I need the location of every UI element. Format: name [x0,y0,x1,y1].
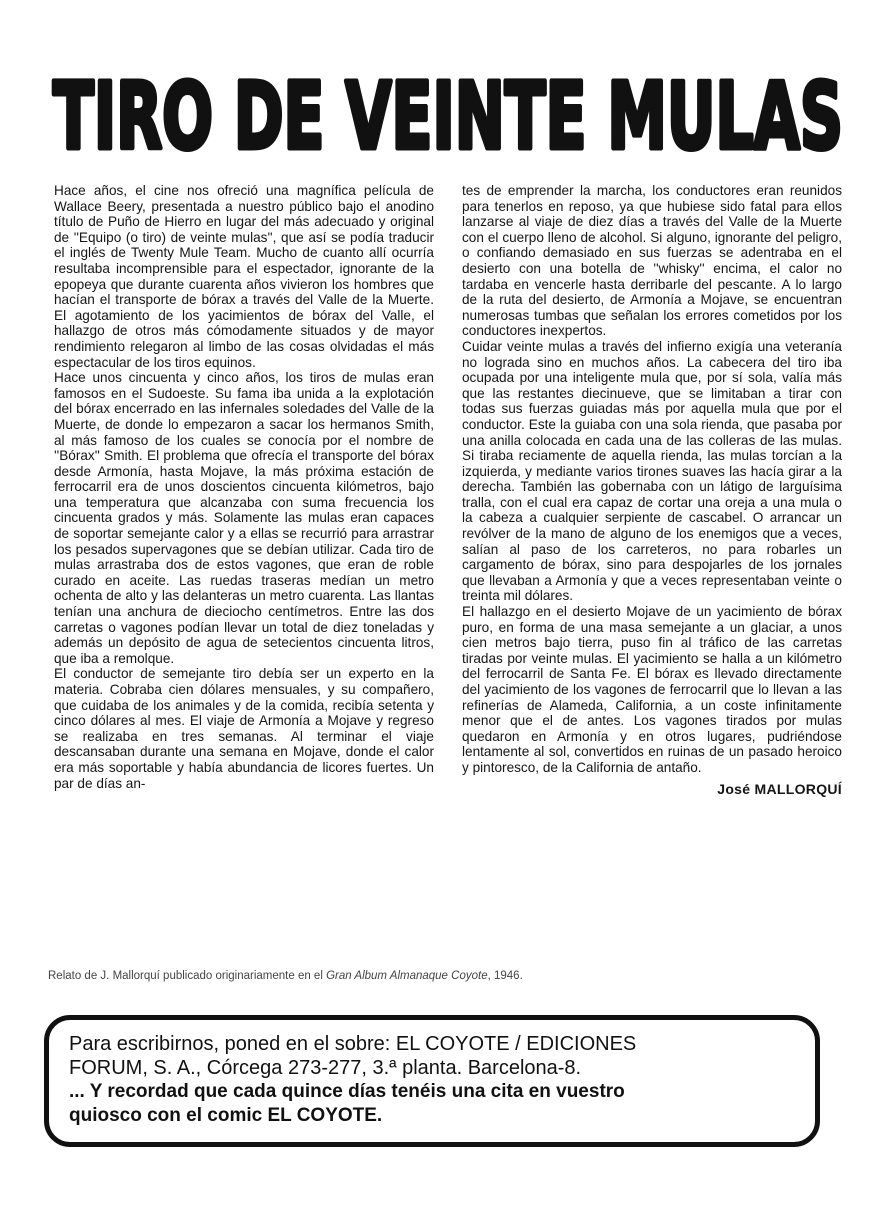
credit-work: Gran Album Almanaque Coyote [326,970,488,982]
title-lettering [48,60,848,170]
paragraph: El conductor de semejante tiro debía ser un experto en la materia. Cobraba cien dólares mensuales, y su compañero, que cuidaba de los animales y de la comida, recibía setenta y cinco dólares al mes. El viaje de Armonía a Mojave y regreso se realizaba en tres semanas. Al terminar el viaje descansaban durante una semana en Mojave, donde el calor era más soportable y había abundancia de licores fuertes. Un par de días an- [54,666,434,791]
article-title [48,60,848,170]
credit-suffix: , 1946. [487,970,523,982]
contact-line: Para escribirnos, poned en el sobre: EL COYOTE / EDICIONES [69,1033,637,1055]
column-right [462,183,842,925]
publication-credit [48,970,848,982]
reminder-line: ... Y recordad que cada quince días tenéis una cita en vuestro [69,1081,625,1102]
contact-line: FORUM, S. A., Córcega 273-277, 3.ª planta. Barcelona-8. [69,1057,582,1079]
paragraph: Hace unos cincuenta y cinco años, los tiros de mulas eran famosos en el Sudoeste. Su fama iba unida a la explotación del bórax encerrado en las infernales soledades del Valle de la Muerte, de donde lo empezaron a sacar los hermanos Smith, al más famoso de los cuales se conocía por el nombre de ''Bórax'' Smith. El problema que ofrecía el transporte del bórax desde Armonía, hasta Mojave, la más próxima estación de ferrocarril era de unos doscientos cincuenta kilómetros, bajo una temperatura que alcanzaba con suma frecuencia los cincuenta grados y más. Solamente las mulas eran capaces de soportar semejante calor y a ellas se recurrió para arrastrar los pesados supervagones que se debían utilizar. Cada tiro de mulas arrastraba dos de estos vagones, que eran de roble curado en aceite. Las ruedas traseras medían un metro ochenta de alto y las delanteras un metro cuarenta. Las llantas tenían una anchura de dieciocho centímetros. Entre las dos carretas o vagones podían llevar un total de diez toneladas y además un depósito de agua de setecientos cincuenta litros, que iba a remolque. [54,370,434,666]
author-signature: José MALLORQUÍ [717,780,842,797]
column-left [54,183,434,925]
contact-box [44,1015,820,1147]
paragraph: Hace años, el cine nos ofreció una magnífica película de Wallace Beery, presentada a nuestro público bajo el anodino título de Puño de Hierro en lugar del más adecuado y original de ''Equipo (o tiro) de veinte mulas'', que así se podía traducir el inglés de Twenty Mule Team. Mucho de cuanto allí ocurría resultaba incomprensible para el espectador, ignorante de la epopeya que durante cuarenta años vivieron los hombres que hacían el transporte de bórax a través del Valle de la Muerte. El agotamiento de los yacimientos de bórax del Valle, el hallazgo de otros más cómodamente situados y de mayor rendimiento relegaron al limbo de las cosas olvidadas el más espectacular de los tiros equinos. [54,183,434,370]
paragraph: tes de emprender la marcha, los conductores eran reunidos para tenerlos en reposo, ya que hubiese sido fatal para ellos lanzarse al viaje de diez días a través del Valle de la Muerte con el cuerpo lleno de alcohol. Si alguno, ignorante del peligro, o confiando demasiado en sus fuerzas se adentraba en el desierto con una botella de ''whisky'' encima, el calor no tardaba en vencerle hasta derribarle del pescante. A lo largo de la ruta del desierto, de Armonía a Mojave, se encuentran numerosas tumbas que señalan los errores cometidos por los conductores inexpertos. [462,183,842,339]
paragraph: El hallazgo en el desierto Mojave de un yacimiento de bórax puro, en forma de una masa semejante a un glaciar, a unos cien metros bajo tierra, puso fin al tráfico de las carretas tiradas por veinte mulas. El yacimiento se halla a un kilómetro del ferrocarril de Santa Fe. El bórax es llevado directamente del yacimiento de los vagones de ferrocarril que lo llevan a las refinerías de Alameda, California, a un coste infinitamente menor que el de antes. Los vagones tirados por mulas quedaron en Armonía y en otros lugares, pudriéndose lentamente al sol, convertidos en ruinas de un pasado heroico y pintoresco, de la California de antaño. [462,604,842,775]
credit-prefix: Relato de J. Mallorquí publicado originariamente en el [48,970,327,982]
reminder-line: quiosco con el comic EL COYOTE. [69,1105,383,1126]
paragraph: Cuidar veinte mulas a través del infierno exigía una veteranía no lograda sino en muchos años. La cabecera del tiro iba ocupada por una inteligente mula que, por sí sola, valía más que las restantes diecinueve, que se limitaban a tirar con todas sus fuerzas guiadas más por aquella mula que por el conductor. Este la guiaba con una sola rienda, que pasaba por una anilla colocada en cada una de las colleras de las mulas. Si tiraba reciamente de aquella rienda, las mulas torcían a la izquierda, y mediante varios tirones suaves las hacía girar a la derecha. También las gobernaba con un látigo de larguísima tralla, con el cual era capaz de cortar una oreja a una mula o la cabeza a cualquier serpiente de cascabel. O arrancar un revólver de la mano de alguno de los enemigos que a veces, salían al paso de los carreteros, no para robarles un cargamento de bórax, sino para despojarles de los jornales que llevaban a Armonía y que a veces representaban veinte o treinta mil dólares. [462,338,842,604]
title-text: TIRO DE VEINTE MULAS [53,63,843,170]
article-body [54,183,842,925]
